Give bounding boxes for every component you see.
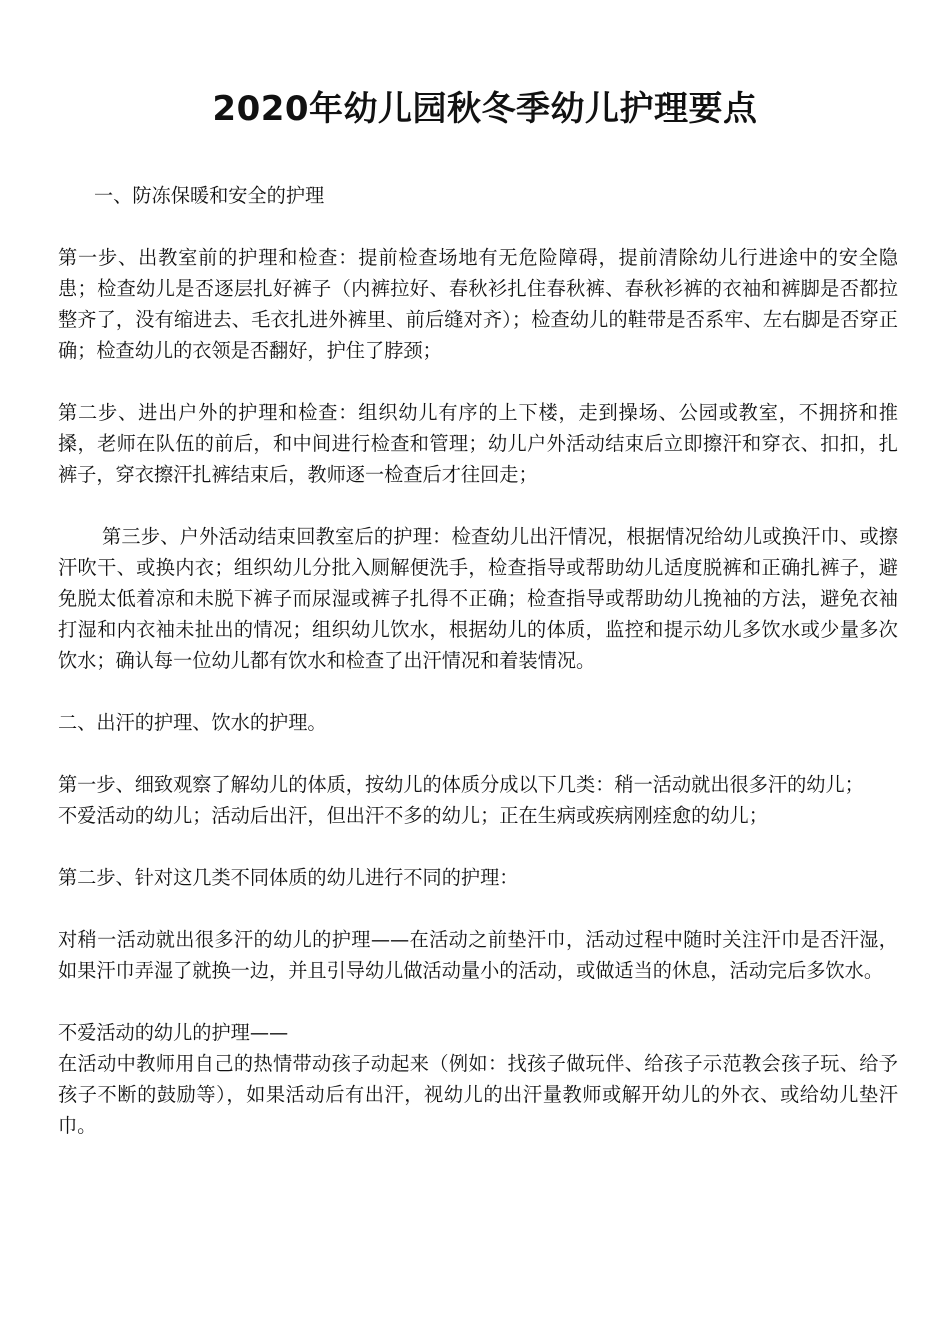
- paragraph-step-3: 第三步、户外活动结束回教室后的护理：检查幼儿出汗情况，根据情况给幼儿或换汗巾、或擦汗吹干、或换内衣；组织幼儿分批入厕解便洗手，检查指导或帮助幼儿适度脱裤和正确扎裤子，避免脱太低着凉和未脱下裤子而尿湿或裤子扎得不正确；检查指导或帮助幼儿挽袖的方法，避免衣袖打湿和内衣袖未扯出的情况；组织幼儿饮水，根据幼儿的体质，监控和提示幼儿多饮水或少量多次饮水；确认每一位幼儿都有饮水和检查了出汗情况和着装情况。: [58, 525, 898, 672]
- paragraph-inactive-care: 在活动中教师用自己的热情带动孩子动起来（例如：找孩子做玩伴、给孩子示范教会孩子玩、给予孩子不断的鼓励等），如果活动后有出汗，视幼儿的出汗量教师或解开幼儿的外衣、或给幼儿垫汗巾。: [58, 1052, 898, 1137]
- paragraph-care-step: 第二步、针对这几类不同体质的幼儿进行不同的护理：: [58, 866, 519, 889]
- paragraph-step-2: 第二步、进出户外的护理和检查：组织幼儿有序的上下楼，走到操场、公园或教室，不拥挤和推搡，老师在队伍的前后，和中间进行检查和管理；幼儿户外活动结束后立即擦汗和穿衣、扣扣，扎裤子，穿衣擦汗扎裤结束后，教师逐一检查后才往回走；: [58, 401, 898, 486]
- section-heading-1: 一、防冻保暖和安全的护理: [94, 184, 325, 207]
- paragraph-step-1: 第一步、出教室前的护理和检查：提前检查场地有无危险障碍，提前清除幼儿行进途中的安全隐患；检查幼儿是否逐层扎好裤子（内裤拉好、春秋衫扎住春秋裤、春秋衫裤的衣袖和裤脚是否都拉整齐了，没有缩进去、毛衣扎进外裤里、前后缝对齐）；检查幼儿的鞋带是否系牢、左右脚是否穿正确；检查幼儿的衣领是否翻好，护住了脖颈；: [58, 246, 898, 362]
- document-body: [58, 180, 898, 1172]
- paragraph-inactive-heading: 不爱活动的幼儿的护理——: [58, 1021, 289, 1044]
- paragraph-observe-step: 第一步、细致观察了解幼儿的体质，按幼儿的体质分成以下几类：稍一活动就出很多汗的幼儿；: [58, 773, 864, 796]
- section-heading-2: 二、出汗的护理、饮水的护理。: [58, 711, 327, 734]
- paragraph-child-types: 不爱活动的幼儿；活动后出汗，但出汗不多的幼儿；正在生病或疾病刚痊愈的幼儿；: [58, 804, 768, 827]
- document-title: 2020年幼儿园秋冬季幼儿护理要点: [212, 89, 758, 129]
- paragraph-sweaty-care: 对稍一活动就出很多汗的幼儿的护理——在活动之前垫汗巾，活动过程中随时关注汗巾是否汗湿，如果汗巾弄湿了就换一边，并且引导幼儿做活动量小的活动，或做适当的休息，活动完后多饮水。: [58, 928, 898, 982]
